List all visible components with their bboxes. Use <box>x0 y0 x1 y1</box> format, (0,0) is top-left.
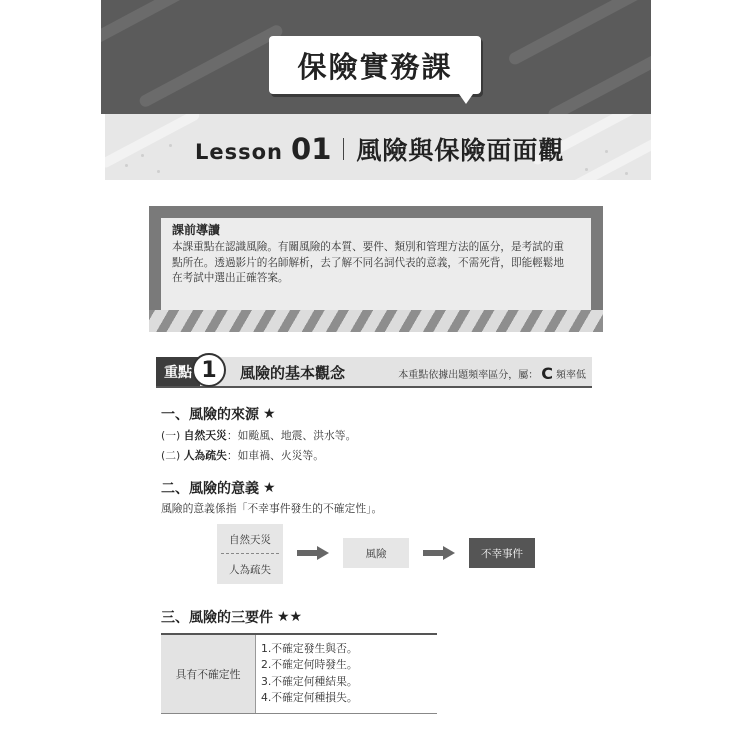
frequency-note <box>398 364 586 383</box>
decor-dot <box>141 154 144 157</box>
frequency-suffix: 頻率低 <box>556 370 586 381</box>
section-title: 二、風險的意義 <box>161 481 259 497</box>
decor-dot <box>157 170 160 173</box>
decor-dot <box>605 150 608 153</box>
textbook-page <box>101 0 651 750</box>
list-item: 2.不確定何時發生。 <box>261 658 358 672</box>
decor-dot <box>625 172 628 175</box>
key-point-title: 風險的基本觀念 <box>240 364 346 382</box>
frequency-text: 本重點依據出題頻率區分，屬： <box>398 370 539 381</box>
risk-box: 風險 <box>343 538 409 568</box>
item-prefix: (一) <box>161 429 184 442</box>
decor-stripe <box>507 0 645 67</box>
list-item: 1.不確定發生與否。 <box>261 642 358 655</box>
star-rating: ★★ <box>277 609 303 625</box>
lesson-divider <box>343 138 344 160</box>
key-point-label: 重點 <box>156 357 200 386</box>
section-title: 三、風險的三要件 <box>161 610 273 626</box>
lesson-word: Lesson <box>195 140 284 164</box>
star-rating: ★ <box>263 480 276 496</box>
star-rating: ★ <box>263 406 276 422</box>
key-point-bar <box>156 357 592 388</box>
decor-dot <box>125 164 128 167</box>
decor-dot <box>585 168 588 171</box>
definition-text: 風險的意義係指「不幸事件發生的不確定性」。 <box>161 502 383 515</box>
misfortune-box: 不幸事件 <box>469 538 535 568</box>
section-title: 一、風險的來源 <box>161 407 259 423</box>
item-term: 自然天災 <box>183 429 227 442</box>
preview-box <box>149 206 603 332</box>
decor-stripe <box>105 114 201 169</box>
decor-stripe <box>101 0 197 47</box>
table-header-cell: 具有不確定性 <box>161 635 256 713</box>
preview-heading: 課前導讀 <box>172 223 221 237</box>
lesson-band <box>105 114 651 180</box>
lesson-heading <box>195 131 564 167</box>
section-heading <box>161 478 276 498</box>
section-heading <box>161 607 302 627</box>
item-desc: ：如颱風、地震、洪水等。 <box>226 429 357 442</box>
list-item <box>161 448 324 463</box>
course-title: 保險實務課 <box>269 36 481 94</box>
list-item: 4.不確定何種損失。 <box>261 690 358 704</box>
list-item: 3.不確定何種結果。 <box>261 674 358 688</box>
lesson-title: 風險與保險面面觀 <box>356 136 565 165</box>
arrow-right-icon <box>297 546 329 560</box>
risk-sources-box <box>217 524 283 584</box>
requirements-table <box>161 633 437 714</box>
source-human: 人為疏失 <box>229 564 271 576</box>
item-term: 人為疏失 <box>183 449 227 462</box>
dashed-divider <box>221 553 279 554</box>
arrow-right-icon <box>423 546 455 560</box>
lesson-number: 01 <box>291 132 332 166</box>
header-banner <box>101 0 651 114</box>
frequency-grade: C <box>541 364 553 383</box>
preview-text: 本課重點在認識風險。有關風險的本質、要件、類別和管理方法的區分，是考試的重點所在。透過影片的名師解析，去了解不同名詞代表的意義，不需死背，即能輕鬆地在考試中選出正確答案。 <box>172 241 564 284</box>
decor-stripe <box>138 23 285 109</box>
item-prefix: (二) <box>161 449 184 462</box>
source-natural: 自然天災 <box>229 534 271 546</box>
item-desc: ：如車禍、火災等。 <box>226 449 325 462</box>
preview-stripes <box>149 310 603 332</box>
decor-stripe <box>546 46 651 114</box>
decor-dot <box>169 144 172 147</box>
table-list <box>261 641 358 706</box>
section-heading <box>161 404 276 424</box>
key-point-number: 1 <box>192 353 226 387</box>
list-item <box>161 428 356 443</box>
